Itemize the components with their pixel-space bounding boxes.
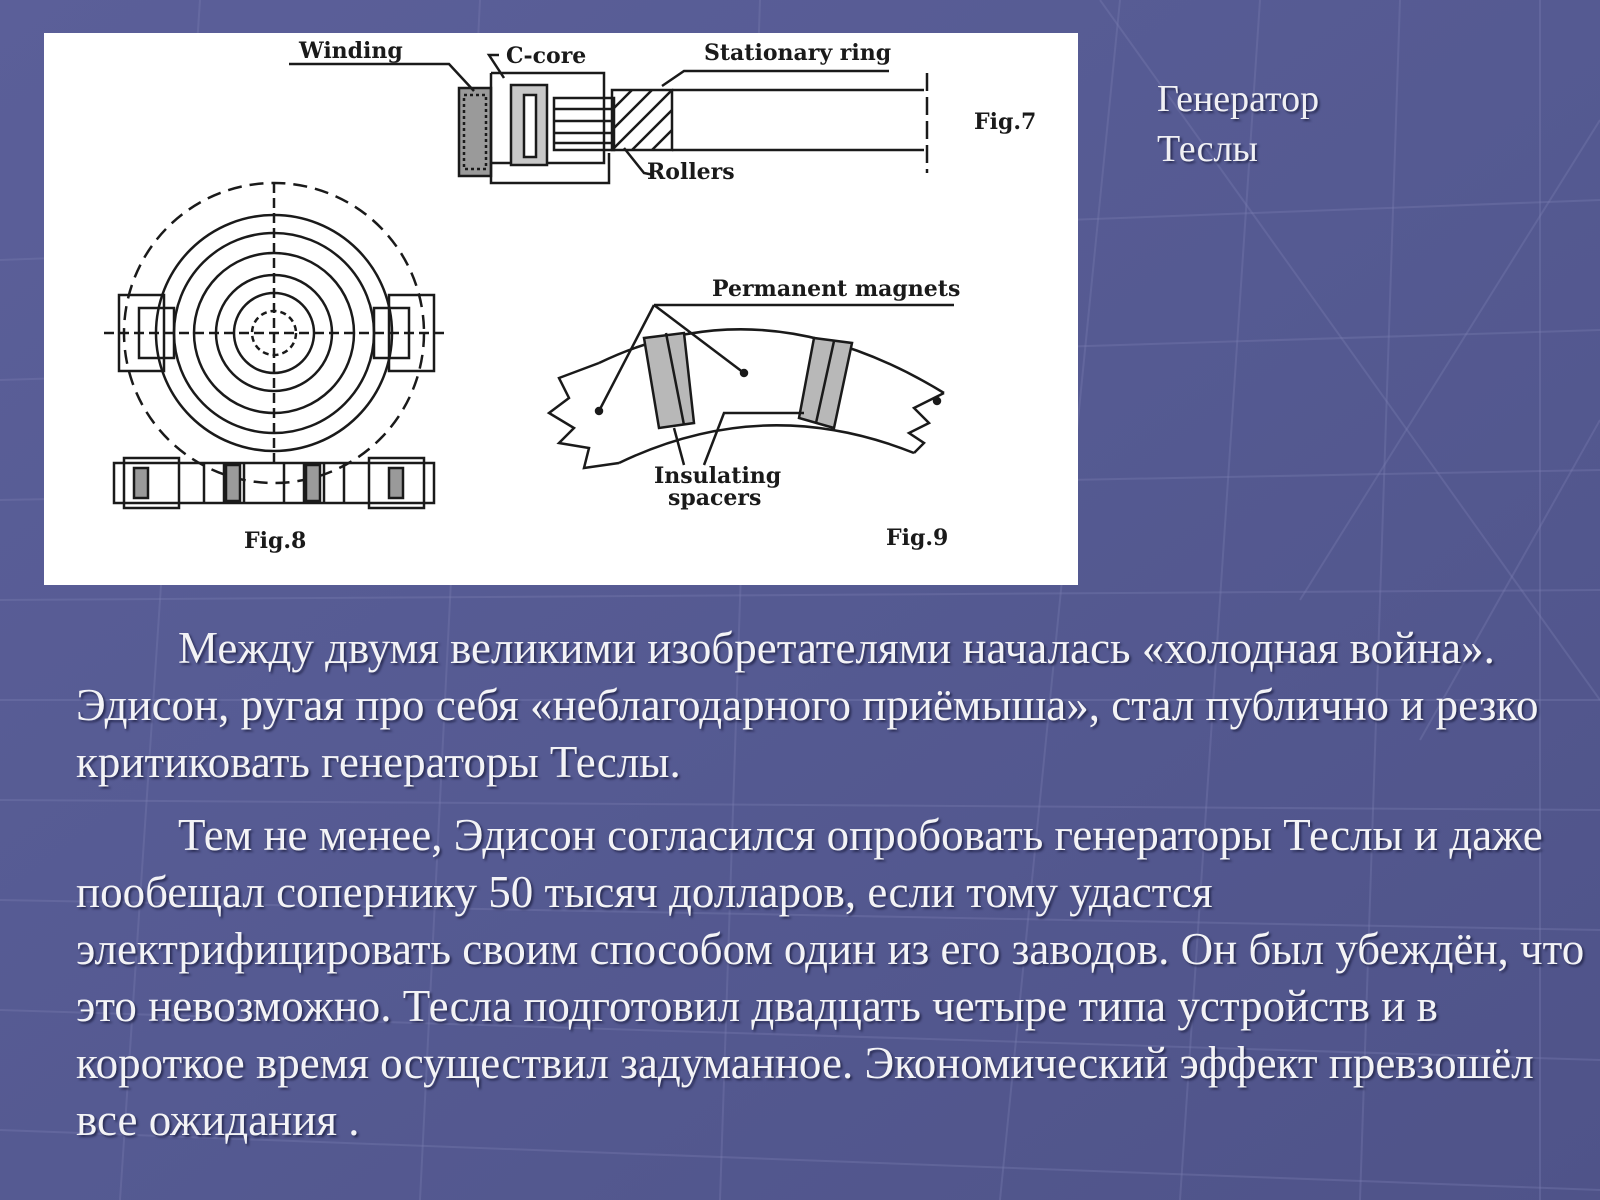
permanent-magnets-label: Permanent magnets xyxy=(712,276,961,302)
paragraph-1: Между двумя великими изобретателями началась «холодная война». Эдисон, ругая про себя «неблагодарного приёмыша», стал публично и резко критиковать генераторы Теслы. xyxy=(76,623,1539,787)
rollers-label: Rollers xyxy=(647,159,735,185)
paragraph-2: Тем не менее, Эдисон согласился опробовать генераторы Теслы и даже пообещал сопернику 50 тысяч долларов, если тому удастся электрифицировать своим способом один из его заводов. Он был убеждён, что это невозможно. Тесла подготовил двадцать четыре типа устройств и в короткое время осуществил задуманное. Экономический эффект превзошёл все ожидания . xyxy=(76,810,1585,1145)
generator-diagram xyxy=(44,33,1078,585)
fig9-drawing xyxy=(549,305,954,468)
stationary-ring-label: Stationary ring xyxy=(704,40,892,66)
fig9-caption: Fig.9 xyxy=(886,525,949,551)
slide-title xyxy=(1157,74,1457,174)
slide-body xyxy=(76,620,1586,1149)
spacers-label: spacers xyxy=(668,485,762,511)
fig7-drawing xyxy=(289,55,927,183)
fig7-caption: Fig.7 xyxy=(974,109,1037,135)
slide-title-line-1: Генератор xyxy=(1157,78,1320,120)
insulating-label: Insulating xyxy=(654,463,782,489)
fig8-caption: Fig.8 xyxy=(244,528,307,554)
slide-title-line-2: Теслы xyxy=(1157,128,1258,170)
tesla-generator-figure xyxy=(44,33,1078,585)
c-core-label: C-core xyxy=(506,43,587,69)
winding-label: Winding xyxy=(299,38,403,64)
fig8-drawing xyxy=(104,183,444,508)
